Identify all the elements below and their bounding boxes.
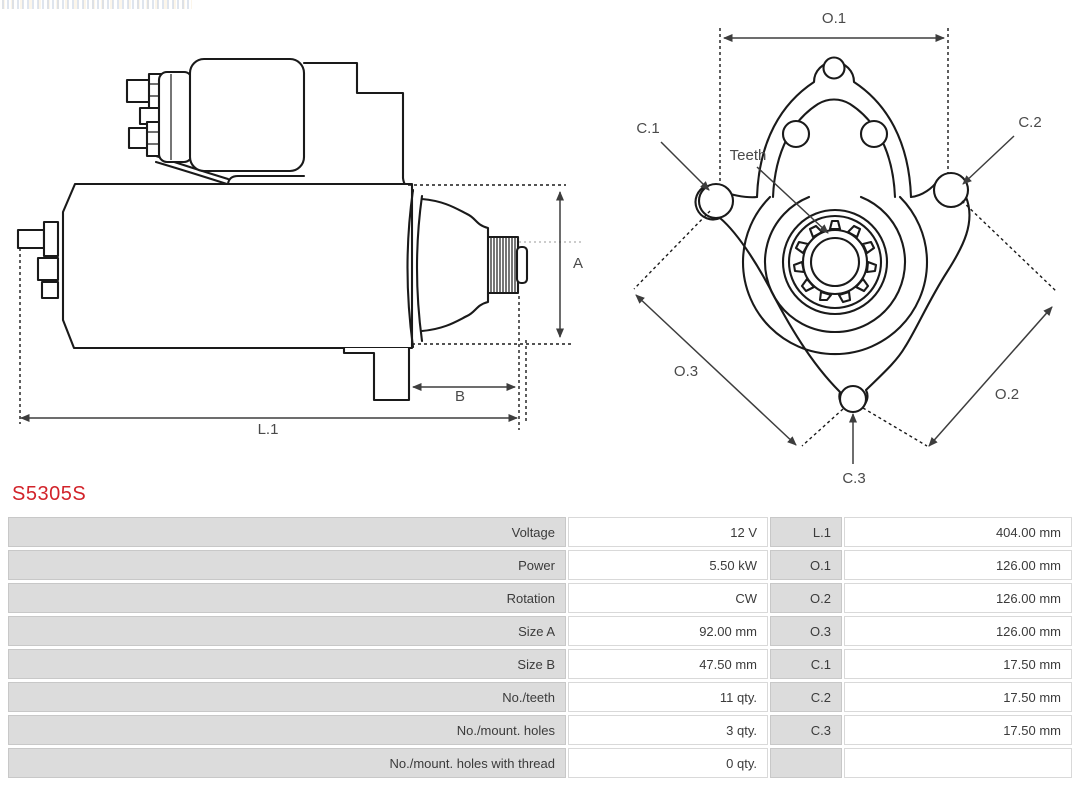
dim-label: C.3 <box>770 715 842 745</box>
table-row <box>8 748 1072 778</box>
dim-value: 126.00 mm <box>844 583 1072 613</box>
spec-value: 3 qty. <box>568 715 768 745</box>
dim-value: 126.00 mm <box>844 616 1072 646</box>
table-row <box>8 616 1072 646</box>
dim-value: 126.00 mm <box>844 550 1072 580</box>
spec-label: Voltage <box>8 517 566 547</box>
table-row <box>8 517 1072 547</box>
dim-label: C.2 <box>770 682 842 712</box>
spec-label: No./mount. holes with thread <box>8 748 566 778</box>
dim-label-o2: O.2 <box>994 386 1020 403</box>
dim-value: 17.50 mm <box>844 715 1072 745</box>
dim-label: C.1 <box>770 649 842 679</box>
dim-label-c2: C.2 <box>1018 114 1042 131</box>
spec-value: CW <box>568 583 768 613</box>
spec-label: Size A <box>8 616 566 646</box>
spec-table <box>8 517 1072 781</box>
spec-value: 12 V <box>568 517 768 547</box>
spec-value: 5.50 kW <box>568 550 768 580</box>
dim-label-c3: C.3 <box>842 470 866 487</box>
dim-value: 404.00 mm <box>844 517 1072 547</box>
spec-label: Power <box>8 550 566 580</box>
dim-label-l1: L.1 <box>257 421 279 438</box>
dim-label: O.2 <box>770 583 842 613</box>
spec-value: 11 qty. <box>568 682 768 712</box>
spec-label: Rotation <box>8 583 566 613</box>
dim-label: O.1 <box>770 550 842 580</box>
side-view-drawing <box>18 59 583 438</box>
table-row <box>8 715 1072 745</box>
part-number: S5305S <box>12 483 87 505</box>
dim-label-b: B <box>454 388 466 405</box>
dim-value: 17.50 mm <box>844 649 1072 679</box>
front-view-drawing <box>634 10 1056 487</box>
dim-label-a: A <box>573 255 584 272</box>
spec-label: Size B <box>8 649 566 679</box>
teeth-label: Teeth <box>729 147 767 164</box>
spec-label: No./teeth <box>8 682 566 712</box>
dim-label-o1: O.1 <box>821 10 847 27</box>
table-row <box>8 649 1072 679</box>
dim-label-o3: O.3 <box>673 363 699 380</box>
dim-label: L.1 <box>770 517 842 547</box>
dim-label: O.3 <box>770 616 842 646</box>
spec-value: 0 qty. <box>568 748 768 778</box>
table-row <box>8 682 1072 712</box>
dim-value <box>844 748 1072 778</box>
dim-value: 17.50 mm <box>844 682 1072 712</box>
spec-value: 92.00 mm <box>568 616 768 646</box>
dim-label-c1: C.1 <box>636 120 660 137</box>
pinion-teeth <box>794 221 876 302</box>
table-row <box>8 550 1072 580</box>
dim-label <box>770 748 842 778</box>
spec-value: 47.50 mm <box>568 649 768 679</box>
table-row <box>8 583 1072 613</box>
spec-label: No./mount. holes <box>8 715 566 745</box>
